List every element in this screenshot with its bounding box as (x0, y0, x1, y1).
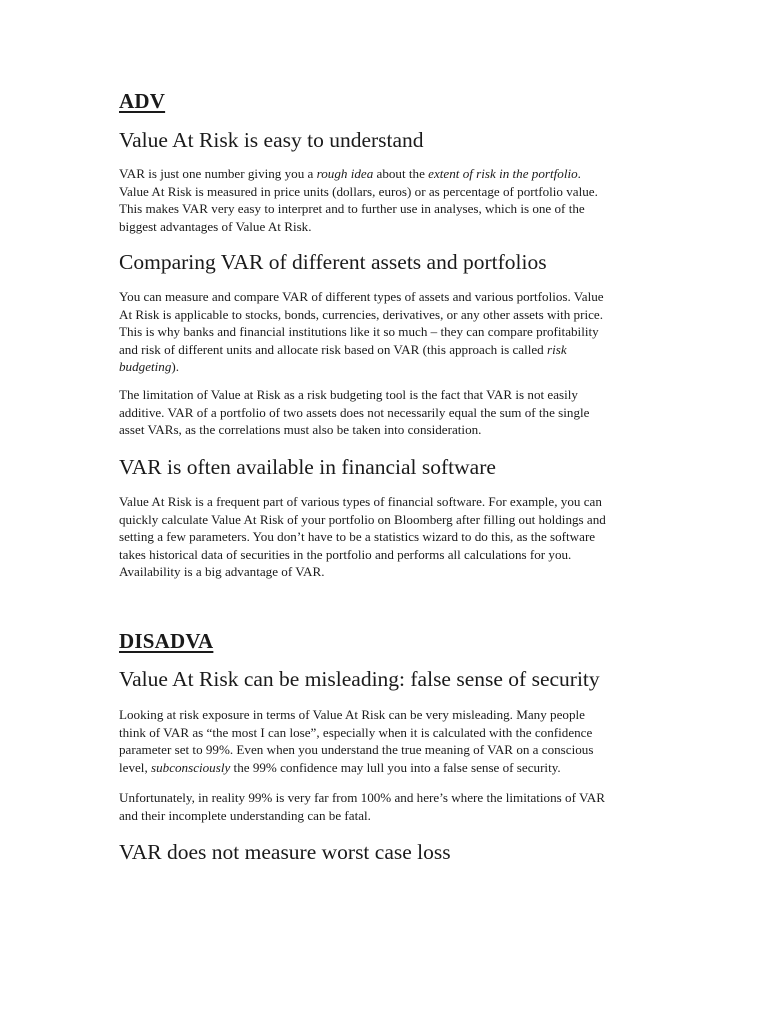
text-line: additive. VAR of a portfolio of two assets does not necessarily equal the sum of the single (119, 404, 590, 420)
text-line: Unfortunately, in reality 99% is very far from 100% and here’s where the limitations of VAR (119, 790, 605, 805)
section-heading-disadv: DISADVA (119, 629, 214, 653)
text-line: takes historical data of securities in the portfolio and performs all calculations for you. (119, 546, 572, 562)
text-line: think of VAR as “the most I can lose”, especially when it is calculated with the confidence (119, 724, 593, 740)
paragraph-unfortunately (119, 789, 659, 824)
emphasis-text: subconsciously (151, 759, 231, 775)
text-line: biggest advantages of Value At Risk. (119, 218, 312, 234)
text-line: Value At Risk is a frequent part of various types of financial software. For example, you can (119, 494, 602, 509)
section-heading-adv: ADV (119, 89, 166, 113)
text-run: VAR is just one number giving you a (119, 166, 317, 181)
text-line: quickly calculate Value At Risk of your portfolio on Bloomberg after filling out holdings and (119, 511, 606, 527)
paragraph-budgeting-limitation (119, 386, 659, 439)
text-line: You can measure and compare VAR of different types of assets and various portfolios. Value (119, 289, 604, 304)
emphasis-text: extent of risk in the portfolio (428, 166, 578, 181)
paragraph-easy-to-understand (119, 165, 659, 235)
text-line: and their incomplete understanding can be fatal. (119, 807, 371, 823)
subheading-financial-software: VAR is often available in financial software (119, 455, 496, 479)
emphasis-text: budgeting (119, 359, 172, 375)
subheading-easy-to-understand: Value At Risk is easy to understand (119, 128, 424, 152)
subheading-worst-case-loss: VAR does not measure worst case loss (119, 840, 451, 864)
text-line: asset VARs, as the correlations must also be taken into consideration. (119, 422, 482, 438)
paragraph-financial-software (119, 493, 659, 581)
text-line (119, 341, 659, 359)
text-line: parameter set to 99%. Even when you understand the true meaning of VAR on a conscious (119, 742, 594, 758)
text-run: . (577, 166, 581, 181)
text-run: ). (171, 359, 180, 375)
subheading-misleading: Value At Risk can be misleading: false sense of security (119, 667, 600, 691)
emphasis-text: rough idea (316, 166, 374, 181)
text-line: This makes VAR very easy to interpret and to further use in analyses, which is one of the (119, 201, 585, 217)
paragraph-comparing-var (119, 288, 659, 376)
text-line (119, 358, 659, 376)
text-line: Looking at risk exposure in terms of Value At Risk can be very misleading. Many people (119, 707, 585, 722)
text-line: Availability is a big advantage of VAR. (119, 564, 325, 580)
text-run: and risk of different units and allocate risk based on VAR (this approach is called (119, 341, 547, 357)
text-run: the 99% confidence may lull you into a false sense of security. (230, 759, 561, 775)
text-line (119, 759, 659, 777)
paragraph-misleading (119, 706, 659, 776)
text-line: Value At Risk is measured in price units (dollars, euros) or as percentage of portfolio value. (119, 183, 598, 199)
text-line: At Risk is applicable to stocks, bonds, currencies, derivatives, or any other assets with price. (119, 306, 603, 322)
text-line: The limitation of Value at Risk as a risk budgeting tool is the fact that VAR is not easily (119, 387, 578, 402)
subheading-comparing-var: Comparing VAR of different assets and portfolios (119, 250, 547, 274)
emphasis-text: risk (547, 341, 567, 357)
text-run: about the (373, 166, 429, 181)
text-run: level, (119, 759, 151, 775)
text-line: setting a few parameters. You don’t have to be a statistics wizard to do this, as the software (119, 529, 596, 545)
text-line: This is why banks and financial institutions like it so much – they can compare profitability (119, 324, 599, 340)
text-line (119, 165, 659, 183)
